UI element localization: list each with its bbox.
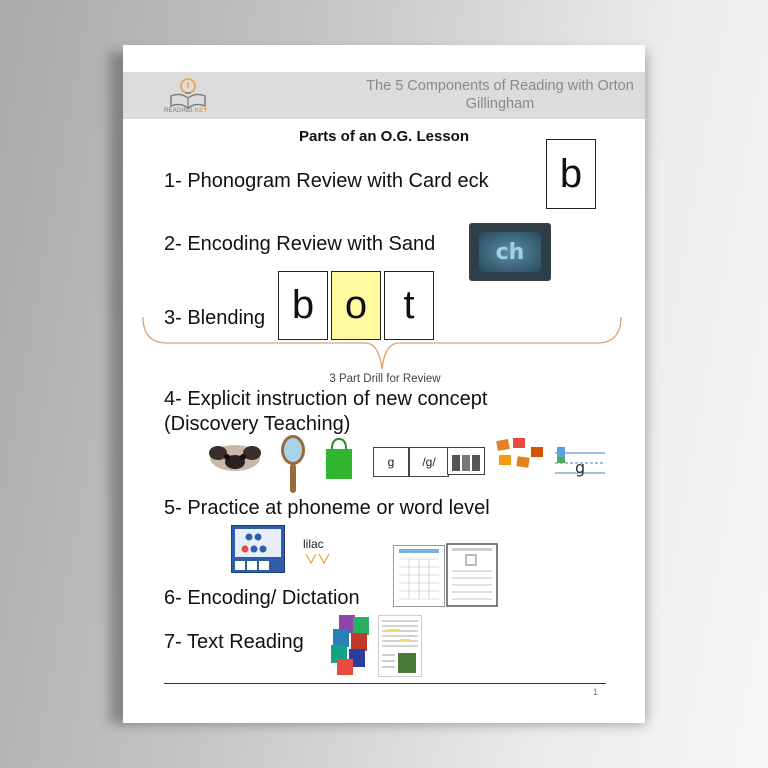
step-7-text-reading: 7- Text Reading (164, 631, 304, 653)
dictation-worksheet-image (446, 543, 498, 607)
step-1-phonogram-review: 1- Phonogram Review with Card eck (164, 170, 489, 192)
step-2-encoding-review: 2- Encoding Review with Sand (164, 233, 436, 255)
drill-label: 3 Part Drill for Review (329, 373, 441, 385)
blending-card-consonant: b (278, 271, 328, 340)
handwriting-letter: g (575, 458, 586, 477)
reading-passage-image (378, 615, 422, 677)
step-4-discovery-teaching: (Discovery Teaching) (164, 413, 351, 435)
discovery-card-letter: g (373, 447, 409, 477)
logo-text: READING KEY (164, 108, 208, 114)
drill-bracket (137, 313, 627, 375)
step-4-explicit-instruction: 4- Explicit instruction of new concept (164, 388, 488, 410)
step-5-practice: 5- Practice at phoneme or word level (164, 497, 490, 519)
discovery-card-sound: /g/ (409, 447, 449, 477)
pug-image (208, 443, 262, 473)
footer-rule (164, 683, 606, 684)
sand-tray-image (469, 223, 551, 281)
blending-card-vowel: o (331, 271, 381, 340)
blending-card-consonant-final: t (384, 271, 434, 340)
page-number: 1 (593, 687, 599, 697)
green-bag-image (323, 437, 355, 481)
sand-letters: ch (479, 232, 541, 272)
elkonin-boxes-image (231, 525, 285, 573)
step-3-blending: 3- Blending (164, 307, 266, 329)
step-6-encoding-dictation: 6- Encoding/ Dictation (164, 587, 360, 609)
document-page (123, 45, 645, 723)
worksheet-grid-image (393, 545, 445, 607)
phonogram-card: b (546, 139, 596, 209)
lesson-heading: Parts of an O.G. Lesson (298, 128, 470, 145)
sound-boxes-image (447, 447, 485, 475)
document-title: The 5 Components of Reading with Orton Gillingham (366, 78, 634, 112)
mirror-image (279, 433, 307, 495)
letter-tiles-image (495, 437, 545, 477)
syllable-marks (303, 551, 333, 567)
word-label: lilac (303, 537, 324, 551)
handwriting-lines-image (555, 443, 605, 479)
decodable-books-image (329, 615, 371, 675)
